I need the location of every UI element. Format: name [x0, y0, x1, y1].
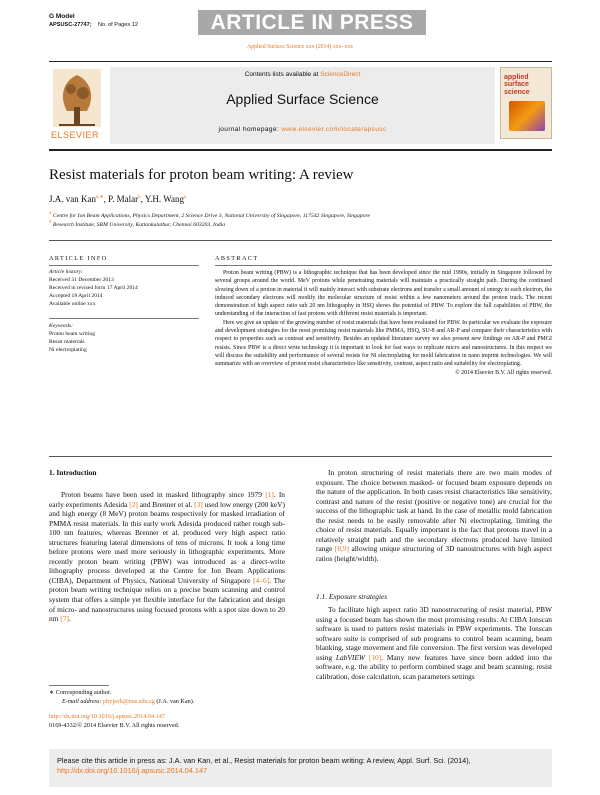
reference-link[interactable]: [3] [194, 499, 203, 509]
body-text-left [49, 490, 285, 624]
divider [49, 318, 199, 319]
text-run: . The proton beam writing technique relies on a precise beam scanning and control system that offers a simple yet flexible interface for the fabrication and design of micro- and nanostructures using focused protons with a spot size down to 20 nm [49, 575, 285, 624]
text-run: allowing unique structuring of 3D nanostructures with high aspect ratios (height/width). [316, 544, 552, 563]
section-heading: 1. Introduction [49, 468, 97, 477]
text-run: . In early experiments Adesida [49, 490, 285, 509]
header-rule-bottom [49, 149, 552, 151]
footnote-rule [49, 685, 109, 686]
abstract-copyright: © 2014 Elsevier B.V. All rights reserved. [455, 369, 552, 376]
reference-link[interactable]: [7] [60, 614, 69, 624]
author-name[interactable]: J.A. van Kan [49, 194, 96, 204]
citation-box: Please cite this article in press as: J.A. van Kan, et al., Resist materials for proton beam writing: A review, Appl. Surf. Sci. (2014), http://dx.doi.org/10.1016/j.apsusc.2014.04.147 [49, 749, 552, 787]
keyword: Proton beam writing [49, 331, 95, 337]
sciencedirect-link[interactable]: ScienceDirect [320, 71, 361, 78]
author-name[interactable]: Y.H. Wang [144, 194, 185, 204]
text-run: and Brenner et al. [137, 499, 195, 509]
text-run: Proton beams have been used in masked lithography since 1979 [61, 490, 266, 499]
contents-line: Contents lists available at ScienceDirect [244, 71, 361, 78]
article-in-press-banner: ARTICLE IN PRESS [198, 10, 426, 35]
journal-cover [500, 67, 552, 139]
text-run: used low energy (200 keV) and high energy (8 MeV) proton beams respectively for masked irradiation of PMMA resist materials. In this early work Adesida produced rather rough sub-100 nm features, whereas Brenner et al. produced very high aspect ratio structures featuring lateral dimensions of tens of microns. It took a long time before protons were used more seriously in lithographic experiments. More recently proton beam writing (PBW) was introduced as a direct-write lithography process developed at the Centre for Ion Beam Applications (CIBA), Department of Physics, National University of Singapore [49, 499, 285, 585]
divider [49, 265, 199, 266]
divider [49, 456, 552, 457]
reference-link[interactable]: [4–6] [253, 575, 270, 585]
email-link[interactable]: phyjavk@nus.edu.sg [103, 698, 155, 705]
author-list: J.A. van Kan$^{a,∗}$, P. Malar$^b$, Y.H. Wang$^a$ [49, 194, 187, 204]
reference-link[interactable]: [10] [368, 652, 382, 662]
doi-link[interactable]: http://dx.doi.org/10.1016/j.apsusc.2014.04.147 [49, 713, 165, 720]
homepage-link[interactable]: www.elsevier.com/locate/apsusc [281, 126, 387, 133]
article-title: Resist materials for proton beam writing: A review [49, 167, 354, 183]
journal-homepage: journal homepage: www.elsevier.com/locate/apsusc [218, 126, 387, 133]
corresponding-author-note: ∗ Corresponding author. [49, 689, 112, 696]
text-run: In proton structuring of resist materials there are two main modes of exposure. The choice between masked- or focused beam exposure depends on the nature of the application. In both cases resist characteristics like sensitivity, contrast and nature of the resist (positive or negative tone) are crucial for the success of the lithographic task at hand. In the case of metallic mold fabrication the resist needs to be easily removable after Ni electroplating, limiting the choice of resist materials. Equally important is the fact that protons travel in a relatively straight path and the secondary electrons produced have limited range [316, 468, 552, 554]
divider [49, 240, 552, 241]
text-run: . [68, 614, 71, 624]
author-name[interactable]: P. Malar [108, 194, 139, 204]
abstract-text: Proton beam writing (PBW) is a lithographic technique that has been developed since the mid 1990s, initially in Singapore followed by several groups around the world. MeV protons while penetrating materials will maintain a practically straight path. During the continued slowing down of a proton in material it will mainly interact with substrate electrons and transfer a small amount of energy to each electron, the induced secondary electrons will modify the molecular structure of resist within a few nanometers around the proton track. The recent demonstration of high aspect ratio sub 20 nm lithography in HSQ shows the potential of PBW. To explore the full capabilities of PBW, the understanding of the interaction of fast protons with different resist materials is important. Here we give an update of the growing number of resist materials that have been evaluated for PBW. In particular we evaluate the exposure and development strategies for the most promising resist materials like PMMA, HSQ, SU-8 and AR-P and compare their characteristics with respect to properties such as contrast and sensitivity. Besides an updated literature survey we also present new findings on AR-P and PMGI resists. Since PBW is a direct write technology it is important to look for fast ways to replicate micro and nanostructures. In this respect we will discuss the suitability and performance of several resists for Ni electroplating for mold fabrication in nano imprint technologies. We will summarize with an overview of proton resist characteristics like sensitivity, contrast, aspect ratio and suitability for electroplating. © 2014 Elsevier B.V. All rights reserved. [215, 270, 552, 376]
cover-image [509, 101, 545, 131]
reference-link[interactable]: [8,9] [334, 544, 350, 554]
publisher-name: ELSEVIER [51, 130, 100, 140]
divider [215, 265, 552, 266]
journal-citation: Applied Surface Science xxx (2014) xxx–xxx [246, 44, 354, 50]
article-info-heading: ARTICLE INFO [49, 255, 108, 262]
header-rule-top [49, 61, 552, 62]
affiliation: $^a$ Centre for Ion Beam Applications, Physics Department, 2 Science Drive 3, National University of Singapore, 117542 Singapore, Singapore [49, 211, 371, 219]
affiliation: $^b$ Research Institute, SRM University, Kattankulathur, Chennai 603203, India [49, 220, 226, 228]
keywords: Keywords: Proton beam writing Resist materials Ni electroplating [49, 323, 95, 353]
email-note: E-mail address: phyjavk@nus.edu.sg (J.A. van Kan). [62, 698, 195, 705]
text-run: To facilitate high aspect ratio 3D nanostructuring of resist material, PBW using a focused beam has shown the most promising results. At CIBA Ionscan software is used to pattern resist materials in PBW experiments. The Ionscan software suite is comprised of sub programs to control beam scanning, beam blanking, stage movement and file conversion. The first version was developed using [316, 605, 552, 662]
reference-link[interactable]: [1] [265, 490, 274, 499]
body-text-right [316, 605, 552, 681]
article-ref: APSUSC-27747; No. of Pages 12 [49, 22, 138, 28]
text-run: LabVIEW [335, 652, 366, 662]
subsection-heading: 1.1. Exposure strategies [316, 592, 388, 601]
body-text-right [316, 468, 552, 563]
model-label: G Model [49, 13, 75, 20]
keyword: Resist materials [49, 339, 85, 345]
reference-link[interactable]: [2] [129, 499, 138, 509]
text-run: . Many new features have since been added into the software, e.g. the ability to perform combined stage and beam scanning, resist calibration, dose calculation, scan parameters settings [316, 652, 552, 681]
journal-title: Applied Surface Science [226, 91, 379, 107]
abstract-heading: ABSTRACT [215, 255, 259, 262]
article-history: Article history: Received 31 December 2013 Received in revised form 17 April 2014 Accepted 18 April 2014 Available online xxx [49, 269, 138, 307]
citation-doi-link[interactable]: http://dx.doi.org/10.1016/j.apsusc.2014.04.147 [57, 766, 208, 775]
elsevier-logo [49, 67, 105, 144]
issn-line: 0169-4332/© 2014 Elsevier B.V. All rights reserved. [49, 722, 180, 729]
keyword: Ni electroplating [49, 347, 87, 353]
cover-title: applied surface science [504, 74, 530, 96]
